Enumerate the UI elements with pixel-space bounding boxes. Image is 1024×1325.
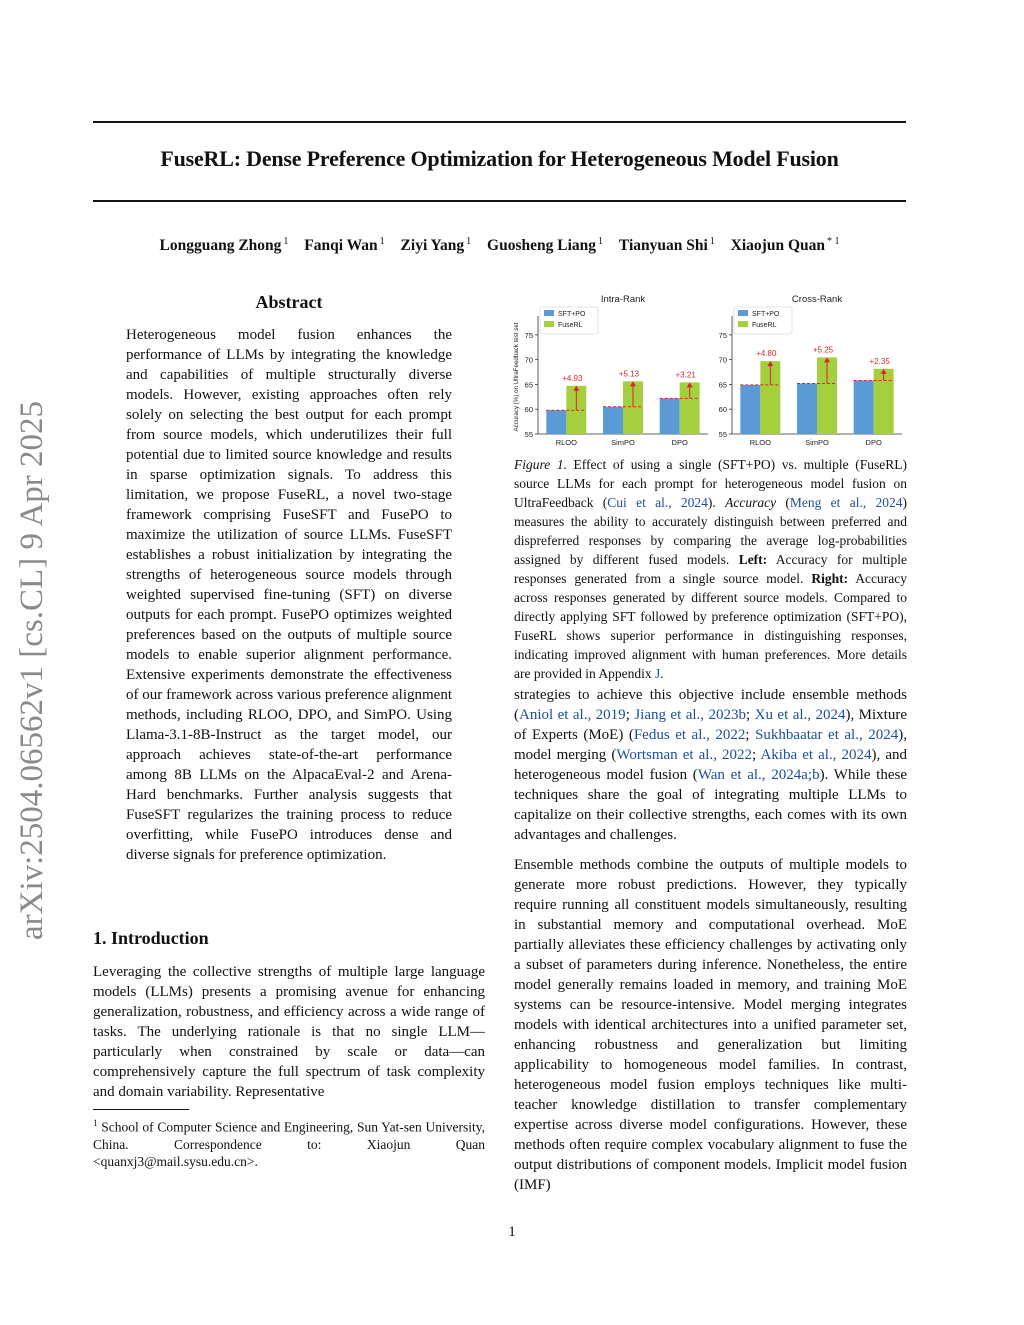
- gain-annotation: +5.25: [812, 345, 834, 355]
- x-tick-label: RLOO: [555, 438, 577, 447]
- bar-sft-po: [854, 380, 874, 434]
- legend-swatch: [738, 321, 748, 327]
- bar-sft-po: [660, 398, 680, 434]
- author: Longguang Zhong $^1$: [159, 236, 289, 255]
- introduction-heading: 1. Introduction: [93, 928, 209, 948]
- legend-label: FuseRL: [752, 322, 777, 329]
- intra-rank-panel: [513, 294, 708, 447]
- citation-link[interactable]: Meng et al., 2024: [789, 495, 903, 510]
- y-tick-label: 75: [524, 330, 533, 340]
- gain-annotation: +5.13: [618, 369, 640, 379]
- affiliation-footnote: $^1$ School of Computer Science and Engineering, Sun Yat-sen University, China. Correspondence to: Xiaojun Quan <quanxj3@mail.sysu.edu.cn>.: [93, 1118, 485, 1169]
- title-rule-bottom: [93, 200, 906, 202]
- y-axis-label: Accuracy (%) on UltraFeedback test set: [513, 322, 520, 432]
- chart-title: Cross-Rank: [791, 294, 843, 305]
- chart-title: Intra-Rank: [600, 294, 646, 305]
- citation-link[interactable]: Wortsman et al., 2022: [616, 747, 753, 763]
- abstract-heading: Abstract: [255, 292, 323, 312]
- legend-label: FuseRL: [558, 322, 583, 329]
- citation-link[interactable]: Aniol et al., 2019: [519, 707, 626, 723]
- figure-caption: Figure 1. Effect of using a single (SFT+PO) vs. multiple (FuseRL) source LLMs for each prompt for heterogeneous model fusion on UltraFeedback (Cui et al., 2024). Accuracy (Meng et al., 2024) measures the ability to accurately distinguish between preferred and dispreferred responses by comparing the average log-probabilities assigned by different fused models. Left: Accuracy for multiple responses generated from a single source model. Right: Accuracy across responses generated by different source models. Compared to directly applying SFT followed by preference optimization (SFT+PO), FuseRL shows superior performance in distinguishing responses, indicating improved alignment with human preferences. More details are provided in Appendix J.: [514, 457, 907, 681]
- y-tick-label: 55: [524, 430, 533, 439]
- gain-annotation: +4.93: [562, 373, 583, 383]
- citation-link[interactable]: Fedus et al., 2022: [633, 727, 746, 743]
- author: Xiaojun Quan $^{* 1}$: [730, 236, 840, 255]
- appendix-link[interactable]: J: [654, 666, 661, 681]
- legend-label: SFT+PO: [558, 311, 586, 318]
- citation-link[interactable]: Cui et al., 2024: [607, 495, 708, 510]
- bar-sft-po: [546, 410, 566, 434]
- legend-swatch: [544, 310, 554, 316]
- bar-sft-po: [740, 385, 760, 434]
- y-tick-label: 60: [524, 405, 533, 415]
- gain-annotation: +4.80: [756, 349, 777, 359]
- page-number: 1: [508, 1224, 516, 1240]
- y-tick-label: 70: [718, 355, 727, 365]
- gain-annotation: +3.21: [675, 370, 696, 380]
- figure-1-bar-charts: [510, 290, 906, 450]
- y-tick-label: 65: [524, 380, 533, 390]
- y-tick-label: 60: [718, 405, 727, 415]
- body-paragraph: Ensemble methods combine the outputs of multiple models to generate more robust predictions. However, they typically require running all constituent models simultaneously, resulting in substantial memory and computational overhead. MoE partially alleviates these efficiency challenges by activating only a subset of parameters during inference. Nonetheless, the entire model generally remains loaded in memory, and training MoE systems can be resource-intensive. Model merging integrates models with identical architectures into a unified parameter set, enhancing robustness and generalization but limiting applicability to homogeneous model families. In contrast, heterogeneous model fusion employs techniques like multi-teacher knowledge distillation to transfer complementary expertise across diverse model configurations. However, these methods often require complex vocabulary alignment to fuse the output distributions of component models. Implicit model fusion (IMF): [514, 857, 907, 1193]
- y-tick-label: 75: [718, 330, 727, 340]
- x-tick-label: SimPO: [611, 438, 635, 447]
- y-tick-label: 70: [524, 355, 533, 365]
- author: Ziyi Yang $^1$: [400, 236, 472, 255]
- gain-annotation: +2.35: [869, 356, 890, 366]
- arxiv-identifier-stamp: arXiv:2504.06562v1 [cs.CL] 9 Apr 2025: [14, 401, 50, 940]
- cross-rank-panel: [719, 294, 902, 447]
- body-paragraph: strategies to achieve this objective include ensemble methods (Aniol et al., 2019; Jiang et al., 2023b; Xu et al., 2024), Mixture of Experts (MoE) (Fedus et al., 2022; Sukhbaatar et al., 2024), model merging (Wortsman et al., 2022; Akiba et al., 2024), and heterogeneous model fusion (Wan et al., 2024a;b). While these techniques share the goal of integrating multiple LLMs to capitalize on their collective strengths, each comes with its own advantages and challenges.: [514, 687, 907, 843]
- legend-swatch: [738, 310, 748, 316]
- bar-sft-po: [797, 383, 817, 434]
- author: Guosheng Liang $^1$: [487, 236, 604, 255]
- legend-label: SFT+PO: [752, 311, 780, 318]
- citation-link[interactable]: Akiba et al., 2024: [760, 747, 872, 763]
- x-tick-label: SimPO: [805, 438, 829, 447]
- paper-title: FuseRL: Dense Preference Optimization for Heterogeneous Model Fusion: [160, 146, 839, 171]
- abstract-text: Heterogeneous model fusion enhances the performance of LLMs by integrating the knowledge and capabilities of multiple structurally diverse models. However, existing approaches often rely solely on selecting the best output for each prompt from source models, which underutilizes their full potential due to limited source knowledge and results in sparse optimization signals. To address this limitation, we propose FuseRL, a novel two-stage framework comprising FuseSFT and FusePO to maximize the utilization of source LLMs. FuseSFT establishes a robust initialization by integrating the strengths of heterogeneous source models through weighted supervised fine-tuning (SFT) on diverse outputs for each prompt. FusePO optimizes weighted preferences based on the outputs of multiple source models to enable superior alignment performance. Extensive experiments demonstrate the effectiveness of our framework across various preference alignment methods, including RLOO, DPO, and SimPO. Using Llama-3.1-8B-Instruct as the target model, our approach achieves state-of-the-art performance among 8B LLMs on the AlpacaEval-2 and Arena-Hard benchmarks. Further analysis suggests that FuseSFT regularizes the training process to reduce overfitting, while FusePO introduces dense and diverse signals for preference optimization.: [126, 327, 452, 863]
- footnote-rule: [93, 1109, 189, 1110]
- author-list: [93, 236, 906, 255]
- y-tick-label: 55: [718, 430, 727, 439]
- y-tick-label: 65: [718, 380, 727, 390]
- x-tick-label: RLOO: [749, 438, 771, 447]
- citation-link[interactable]: Wan et al., 2024a;b: [697, 767, 820, 783]
- legend-swatch: [544, 321, 554, 327]
- x-tick-label: DPO: [865, 438, 882, 447]
- author: Tianyuan Shi $^1$: [618, 236, 715, 255]
- x-tick-label: DPO: [671, 438, 688, 447]
- citation-link[interactable]: Jiang et al., 2023b: [634, 707, 746, 723]
- title-rule-top: [93, 121, 906, 123]
- citation-link[interactable]: Xu et al., 2024: [754, 707, 846, 723]
- citation-link[interactable]: Sukhbaatar et al., 2024: [755, 727, 899, 743]
- bar-sft-po: [603, 407, 623, 434]
- author: Fanqi Wan $^1$: [304, 236, 385, 255]
- introduction-text: Leveraging the collective strengths of multiple large language models (LLMs) presents a promising avenue for enhancing generalization, robustness, and efficiency across a wide range of tasks. The underlying rationale is that no single LLM—particularly when constrained by scale or data—can comprehensively capture the full spectrum of task complexity and domain variability. Representative: [93, 964, 485, 1100]
